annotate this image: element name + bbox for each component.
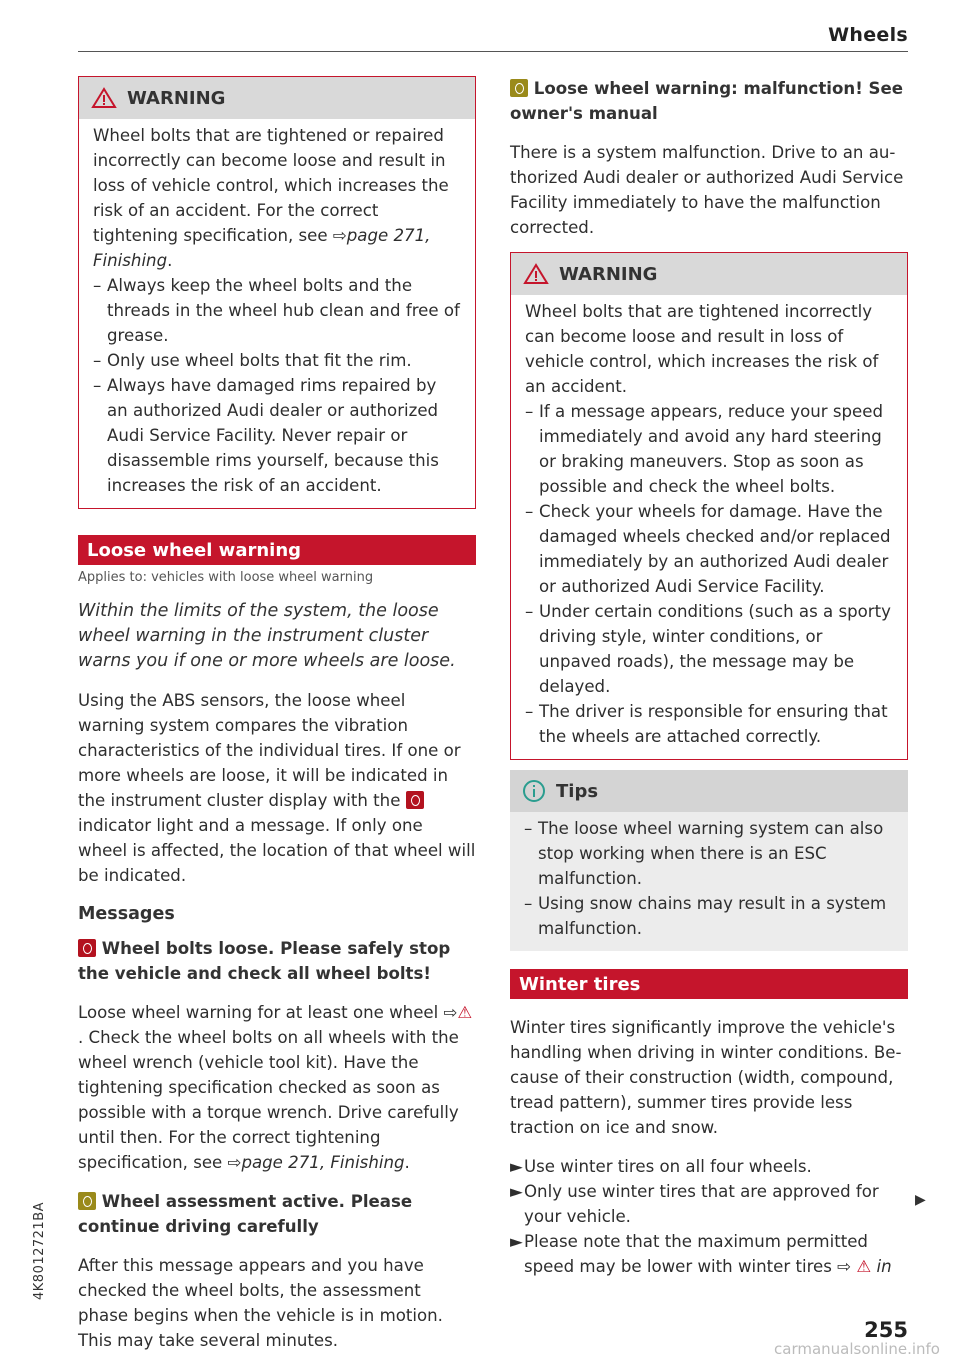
messages-heading: Messages (78, 904, 175, 924)
list-item-text: Use winter tires on all four wheels. (524, 1157, 812, 1176)
message-text-3: There is a system malfunction. Drive to an authorized Audi dealer or authorized Audi Service Facility immediately to have the malfunction corrected. (510, 143, 904, 237)
list-item: – Always keep the wheel bolts and the threads in the wheel hub clean and free of grease. (93, 273, 461, 348)
warning-text (93, 123, 461, 273)
bullet-text: Please note that the maximum permitted speed may be lower with winter tires ⇨ (524, 1232, 868, 1276)
message-text-b: . Check the wheel bolts on all wheels with the wheel wrench (vehicle tool kit). Have the tightening specification checked as soon as possible with a torque wrench. Drive carefully until then. For the correct tightening specification, see (78, 1028, 459, 1172)
list-item: – Always have damaged rims repaired by an authorized Audi dealer or authorized Audi Service Facility. Never repair or disassemble rims yourself, because this increases the risk of an accident. (93, 373, 461, 498)
warning-text: Wheel bolts that are tightened incorrectly can become loose and result in loss of vehicle control, which increases the risk of an accident. (525, 302, 879, 396)
winter-paragraph: Winter tires significantly improve the vehicle's handling when driving in winter conditions. Because of their construction (width, compound, tread pattern), summer tires provide less traction on ice and snow. (510, 1018, 902, 1137)
list-item-text: Only use wheel bolts that fit the rim. (107, 351, 412, 370)
message-text-2: After this message appears and you have checked the wheel bolts, the assessment phase begins when the vehicle is in motion. This may take several minutes. (78, 1256, 443, 1350)
winter-bullets (510, 1154, 908, 1279)
list-item-text: Only use winter tires that are approved for your vehicle. (524, 1182, 879, 1226)
header-title: Wheels (828, 24, 908, 46)
warning-triangle-icon (91, 87, 117, 109)
red-indicator-icon (78, 939, 96, 957)
message-title: Wheel bolts loose. Please safely stop the vehicle and check all wheel bolts! (78, 939, 451, 983)
section-title-winter-tires: Winter tires (510, 969, 908, 999)
warning-box-right (510, 252, 908, 760)
message-title: Loose wheel warning: malfunction! See owner's manual (510, 79, 903, 123)
list-item: – The driver is responsible for ensuring that the wheels are attached correctly. (525, 699, 893, 749)
message-heading-2 (78, 1189, 476, 1239)
red-indicator-icon (406, 791, 424, 809)
paragraph-text-a: Using the ABS sensors, the loose wheel warning system compares the vibration characteristics of the individual tires. If one or more wheels are loose, it will be indicated in the instrument cluster display with the (78, 691, 461, 810)
header-rule (78, 51, 908, 52)
warning-text-b: . (167, 251, 173, 270)
document-code: 4K8012721BA (32, 1201, 47, 1300)
message-heading-1 (78, 936, 476, 986)
list-item-text: Always have damaged rims repaired by an authorized Audi dealer or authorized Audi Service Facility. Never repair or disassemble rims yourself, because this increases the risk of an accident. (107, 376, 439, 495)
list-item-text: Using snow chains may result in a system malfunction. (538, 894, 887, 938)
tips-header (510, 770, 908, 812)
warning-title: WARNING (559, 263, 658, 285)
list-item: – Check your wheels for damage. Have the damaged wheels checked and/or replaced immediately by an authorized Audi dealer or authorized Audi Service Facility. (525, 499, 893, 599)
tips-title: Tips (556, 780, 599, 802)
warning-box-left (78, 76, 476, 509)
right-column (510, 76, 908, 1279)
list-item-text: Always keep the wheel bolts and the threads in the wheel hub clean and free of grease. (107, 276, 460, 345)
yellow-indicator-icon (78, 1192, 96, 1210)
list-item: – Under certain conditions (such as a sporty driving style, winter conditions, or unpaved roads), the message may be delayed. (525, 599, 893, 699)
watermark: carmanualsonline.info (774, 1340, 940, 1358)
message-heading-3 (510, 76, 908, 126)
section-title-loose-wheel: Loose wheel warning (78, 535, 476, 565)
warning-reference-icon[interactable]: ⚠ (457, 1003, 473, 1022)
tips-body (510, 812, 908, 951)
list-item: – Only use wheel bolts that fit the rim. (93, 348, 461, 373)
bullet-tail: in (876, 1257, 892, 1276)
message-title: Wheel assessment active. Please continue driving carefully (78, 1192, 413, 1236)
list-item-text: If a message appears, reduce your speed immediately and avoid any hard steering or braking maneuvers. Stop as soon as possible and check the wheel bolts. (539, 402, 883, 496)
warning-body (511, 295, 907, 759)
yellow-indicator-icon (510, 79, 528, 97)
info-icon (522, 779, 546, 803)
message-text-1 (78, 1000, 476, 1175)
warning-body (79, 119, 475, 508)
list-item-text (524, 1229, 908, 1279)
left-column (78, 76, 476, 1353)
tips-box (510, 770, 908, 951)
list-item: ► Use winter tires on all four wheels. (510, 1154, 908, 1179)
page-reference[interactable]: ⇨page 271, Finishing (227, 1153, 405, 1172)
list-item-text: Check your wheels for damage. Have the damaged wheels checked and/or replaced immediately by an authorized Audi dealer or authorized Audi Service Facility. (539, 502, 891, 596)
warning-header (79, 77, 475, 119)
page-reference[interactable]: ⇨page 271, Finishing (93, 226, 431, 270)
list-item: – If a message appears, reduce your speed immediately and avoid any hard steering or braking maneuvers. Stop as soon as possible and check the wheel bolts. (525, 399, 893, 499)
page-number: 255 (864, 1318, 908, 1342)
continue-arrow-icon: ▶ (915, 1192, 926, 1208)
list-item: – The loose wheel warning system can also stop working when there is an ESC malfunction. (524, 816, 894, 891)
list-item: – Using snow chains may result in a system malfunction. (524, 891, 894, 941)
warning-title: WARNING (127, 87, 226, 109)
message-text-a: Loose wheel warning for at least one wheel ⇨ (78, 1003, 458, 1022)
warning-text-a: Wheel bolts that are tightened or repaired incorrectly can become loose and result in loss of vehicle control, which increases the risk of an accident. For the correct tightening specification, see (93, 126, 449, 245)
message-text-c: . (404, 1153, 410, 1172)
list-item-text: Under certain conditions (such as a sporty driving style, winter conditions, or unpaved roads), the message may be delayed. (539, 602, 891, 696)
list-item-text: The driver is responsible for ensuring that the wheels are attached correctly. (539, 702, 888, 746)
paragraph-text-b: indicator light and a message. If only one wheel is affected, the location of that wheel will be indicated. (78, 816, 476, 885)
warning-reference-icon[interactable]: ⚠ (856, 1257, 872, 1276)
body-paragraph (78, 688, 476, 888)
applies-to: Applies to: vehicles with loose wheel warning (78, 570, 374, 585)
warning-header (511, 253, 907, 295)
list-item: ► Only use winter tires that are approved for your vehicle. (510, 1179, 908, 1229)
warning-triangle-icon (523, 263, 549, 285)
intro-text: Within the limits of the system, the loose wheel warning in the instrument cluster warns you if one or more wheels are loose. (78, 601, 456, 671)
list-item-text: The loose wheel warning system can also stop working when there is an ESC malfunction. (538, 819, 884, 888)
list-item: ► Please note that the maximum permitted speed may be lower with winter tires ⇨ ⚠ in (510, 1229, 908, 1279)
